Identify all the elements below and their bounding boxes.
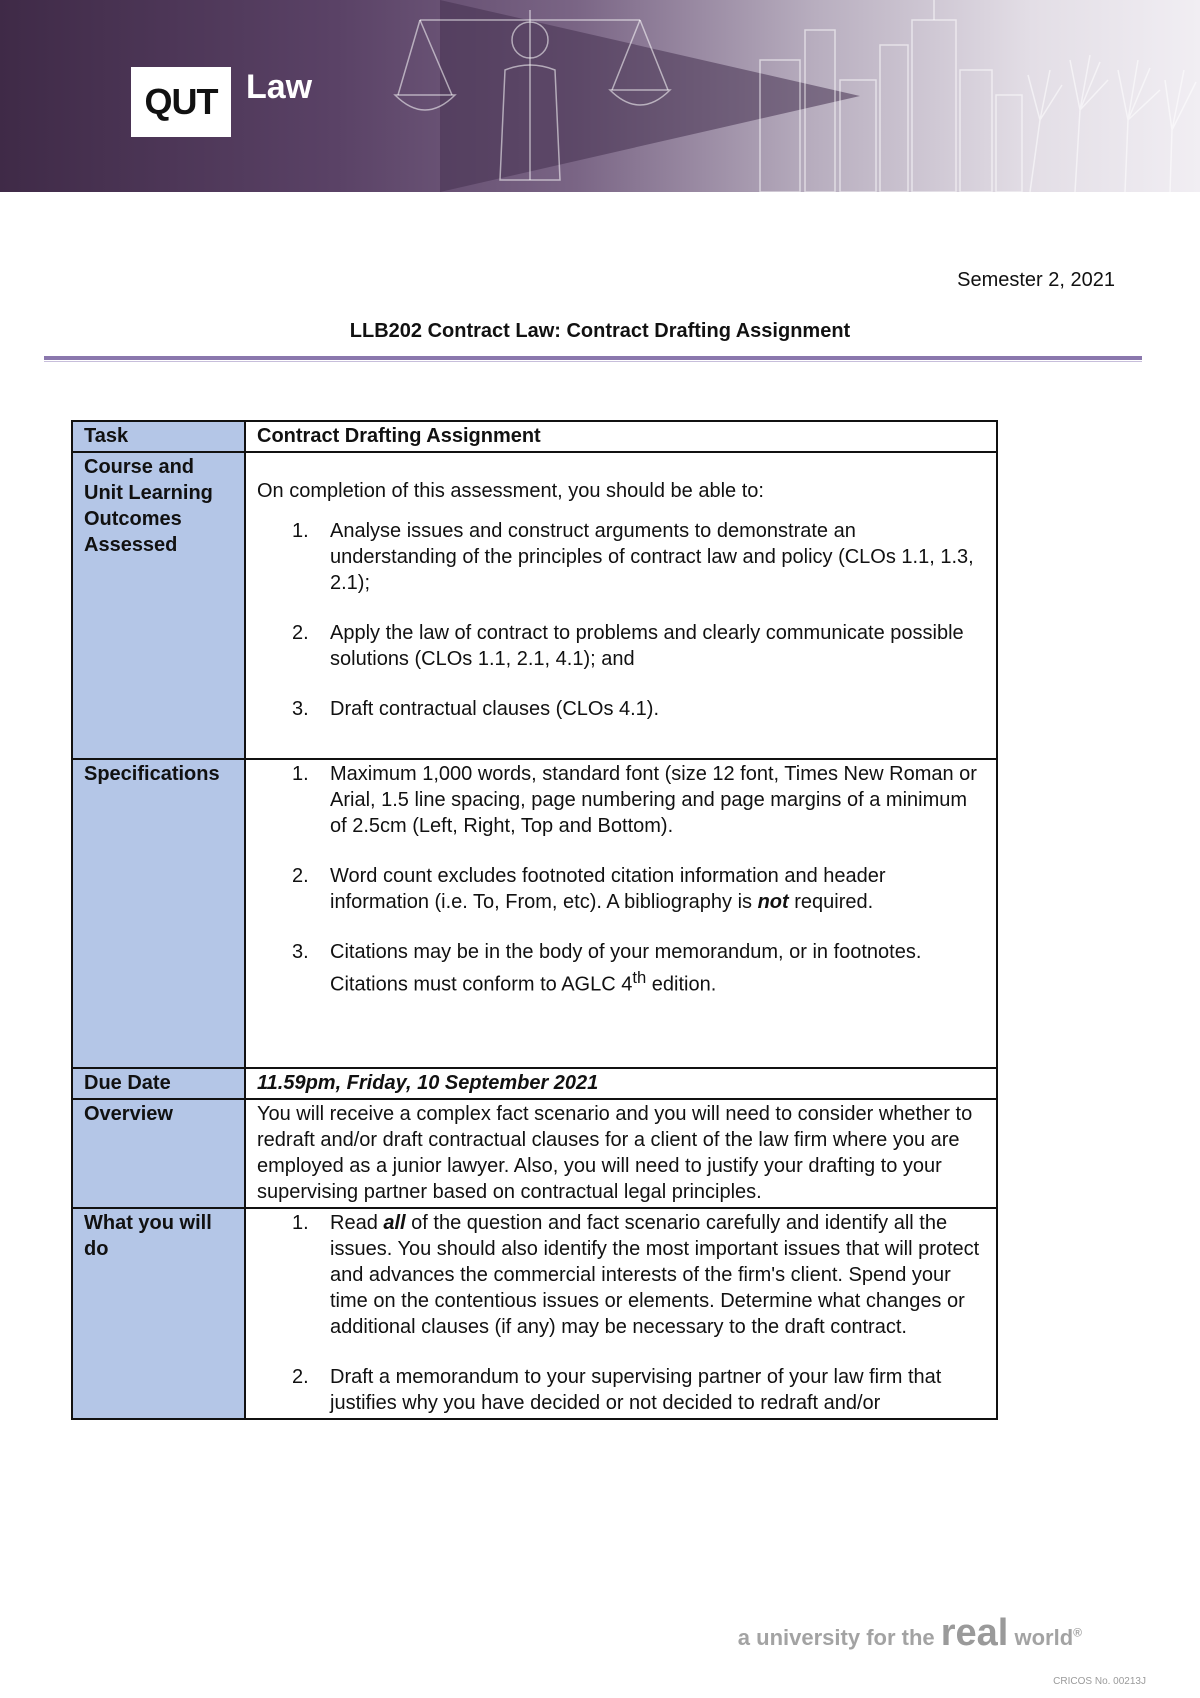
overview-text: You will receive a complex fact scenario and you will need to consider whether to redraft and/or draft contractual clauses for a client of the law firm where you are employed as a junior lawyer. Also, you will need to justify your drafting to your supervising partner based on contractual legal principles. <box>245 1099 997 1208</box>
assessment-table <box>71 420 998 1420</box>
task-value: Contract Drafting Assignment <box>245 421 997 452</box>
footer-tagline <box>738 1612 1082 1655</box>
table-row-due-date <box>72 1068 997 1099</box>
list-text: Analyse issues and construct arguments to demonstrate an understanding of the principles of contract law and policy (CLOs 1.1, 1.3, 2.1); <box>330 520 974 594</box>
outcomes-label: Course and Unit Learning Outcomes Assessed <box>72 452 245 759</box>
list-number: 1. <box>292 763 309 785</box>
specifications-label: Specifications <box>72 759 245 1068</box>
logo-qut-text: QUT <box>144 81 218 122</box>
table-row-what-you-will-do <box>72 1208 997 1419</box>
emphasis-text: all <box>383 1212 406 1234</box>
list-number: 2. <box>292 622 309 644</box>
list-number: 1. <box>292 1212 309 1234</box>
list-number: 2. <box>292 1366 309 1388</box>
specifications-list <box>257 761 986 998</box>
list-text: Draft a memorandum to your supervising partner of your law firm that justifies why you have decided or not decided to redraft and/or <box>330 1366 942 1414</box>
list-number: 3. <box>292 941 309 963</box>
list-text: of the question and fact scenario carefully and identify all the issues. You should also identify the most important issues that will protect and advances the commercial interests of the firm's client. Spend your time on the contentious issues or elements. Determine what changes or additional clauses (if any) may be necessary to the draft contract. <box>330 1212 980 1338</box>
list-text: Draft contractual clauses (CLOs 4.1). <box>330 698 660 720</box>
list-number: 1. <box>292 520 309 542</box>
title-divider-shadow <box>44 361 1142 362</box>
list-number: 2. <box>292 865 309 887</box>
outcomes-content <box>245 452 997 759</box>
header-banner <box>0 0 1200 192</box>
semester-label: Semester 2, 2021 <box>957 269 1115 291</box>
overview-label: Overview <box>72 1099 245 1208</box>
list-text: Apply the law of contract to problems and clearly communicate possible solutions (CLOs 1.1, 2.1, 4.1); and <box>330 622 964 670</box>
table-row-task <box>72 421 997 452</box>
due-date-label: Due Date <box>72 1068 245 1099</box>
what-you-will-do-list <box>257 1210 986 1416</box>
list-number: 3. <box>292 698 309 720</box>
list-text: edition. <box>646 973 717 996</box>
page-title: LLB202 Contract Law: Contract Drafting Assignment <box>349 320 851 342</box>
table-row-overview <box>72 1099 997 1208</box>
outcomes-list <box>257 518 986 722</box>
specifications-content <box>245 759 997 1068</box>
list-item <box>292 1364 986 1416</box>
list-text: Word count excludes footnoted citation information and header information (i.e. To, From, etc). A bibliography is <box>330 865 886 913</box>
outcomes-intro: On completion of this assessment, you should be able to: <box>257 480 764 502</box>
list-item <box>292 1210 986 1340</box>
task-label: Task <box>72 421 245 452</box>
what-you-will-do-content <box>245 1208 997 1419</box>
tagline-text: a university for the <box>737 1625 941 1650</box>
list-item <box>292 620 986 672</box>
registered-mark: ® <box>1073 1625 1082 1640</box>
table-row-specifications <box>72 759 997 1068</box>
tagline-real: real <box>940 1612 1009 1654</box>
emphasis-text: not <box>757 891 789 913</box>
list-text: Citations may be in the body of your memorandum, or in footnotes. Citations must conform to AGLC 4 <box>330 941 922 996</box>
list-text: Read <box>330 1212 384 1234</box>
list-text: Maximum 1,000 words, standard font (size 12 font, Times New Roman or Arial, 1.5 line spacing, page numbering and page margins of a minimum of 2.5cm (Left, Right, Top and Bottom). <box>330 763 977 837</box>
table-row-outcomes <box>72 452 997 759</box>
title-divider <box>44 356 1142 360</box>
cricos-number: CRICOS No. 00213J <box>1053 1676 1146 1687</box>
logo-law-text: Law <box>246 68 313 106</box>
list-item <box>292 863 986 915</box>
list-item <box>292 761 986 839</box>
what-you-will-do-label: What you will do <box>72 1208 245 1419</box>
qut-logo <box>131 67 231 137</box>
tagline-world: world <box>1008 1625 1074 1650</box>
superscript-text: th <box>632 968 647 987</box>
due-date-value: 11.59pm, Friday, 10 September 2021 <box>245 1068 997 1099</box>
list-item <box>292 518 986 596</box>
list-item <box>292 696 986 722</box>
list-item <box>292 939 986 998</box>
list-text: required. <box>788 891 874 913</box>
